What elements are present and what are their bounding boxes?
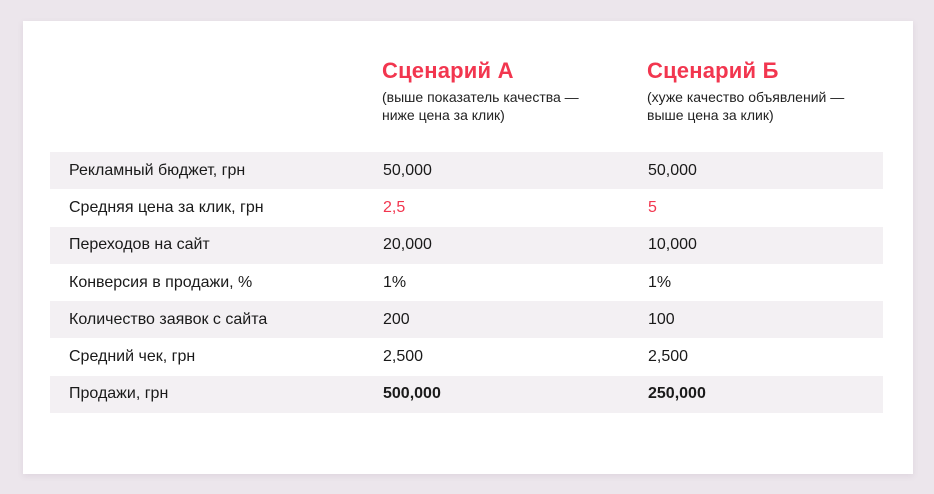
table-row-ad-budget	[50, 152, 883, 189]
row-label: Средний чек, грн	[69, 348, 196, 366]
scenario-a-value: 2,500	[383, 348, 424, 366]
scenario-b-value: 1%	[648, 273, 672, 291]
table-row-avg-check	[50, 338, 883, 375]
scenario-b-title: Сценарий Б	[647, 58, 779, 83]
scenario-b-subtitle-line2: выше цена за клик)	[647, 107, 774, 123]
scenario-b-header	[647, 57, 844, 124]
row-label: Средняя цена за клик, грн	[69, 198, 264, 216]
scenario-b-value: 10,000	[648, 236, 697, 254]
row-label: Переходов на сайт	[69, 236, 210, 254]
scenario-a-value: 200	[383, 310, 410, 328]
scenario-b-value: 250,000	[648, 385, 706, 403]
table-row-leads	[50, 301, 883, 338]
comparison-card	[23, 21, 913, 474]
scenario-b-value: 5	[648, 198, 657, 216]
scenario-b-value: 2,500	[648, 348, 689, 366]
scenario-a-value: 2,5	[383, 198, 406, 216]
table-row-site-visits	[50, 227, 883, 264]
scenario-a-subtitle-line1: (выше показатель качества —	[382, 89, 579, 105]
scenario-a-subtitle-line2: ниже цена за клик)	[382, 107, 505, 123]
table-row-conversion	[50, 264, 883, 301]
scenario-a-subtitle	[382, 88, 579, 124]
scenario-b-subtitle-line1: (хуже качество объявлений —	[647, 89, 845, 105]
row-label: Конверсия в продажи, %	[69, 273, 253, 291]
table-row-sales	[50, 376, 883, 413]
scenario-a-value: 20,000	[383, 236, 432, 254]
comparison-table	[50, 152, 883, 413]
table-row-avg-cpc	[50, 189, 883, 226]
scenario-a-value: 50,000	[383, 161, 432, 179]
row-label: Рекламный бюджет, грн	[69, 161, 246, 179]
scenario-a-value: 1%	[383, 273, 407, 291]
scenario-b-value: 100	[648, 310, 675, 328]
row-label: Продажи, грн	[69, 385, 169, 403]
row-label: Количество заявок с сайта	[69, 310, 268, 328]
scenario-a-header	[382, 57, 579, 124]
scenario-a-value: 500,000	[383, 385, 441, 403]
scenario-b-value: 50,000	[648, 161, 697, 179]
scenario-b-subtitle	[647, 88, 844, 124]
scenario-a-title: Сценарий А	[382, 58, 514, 83]
